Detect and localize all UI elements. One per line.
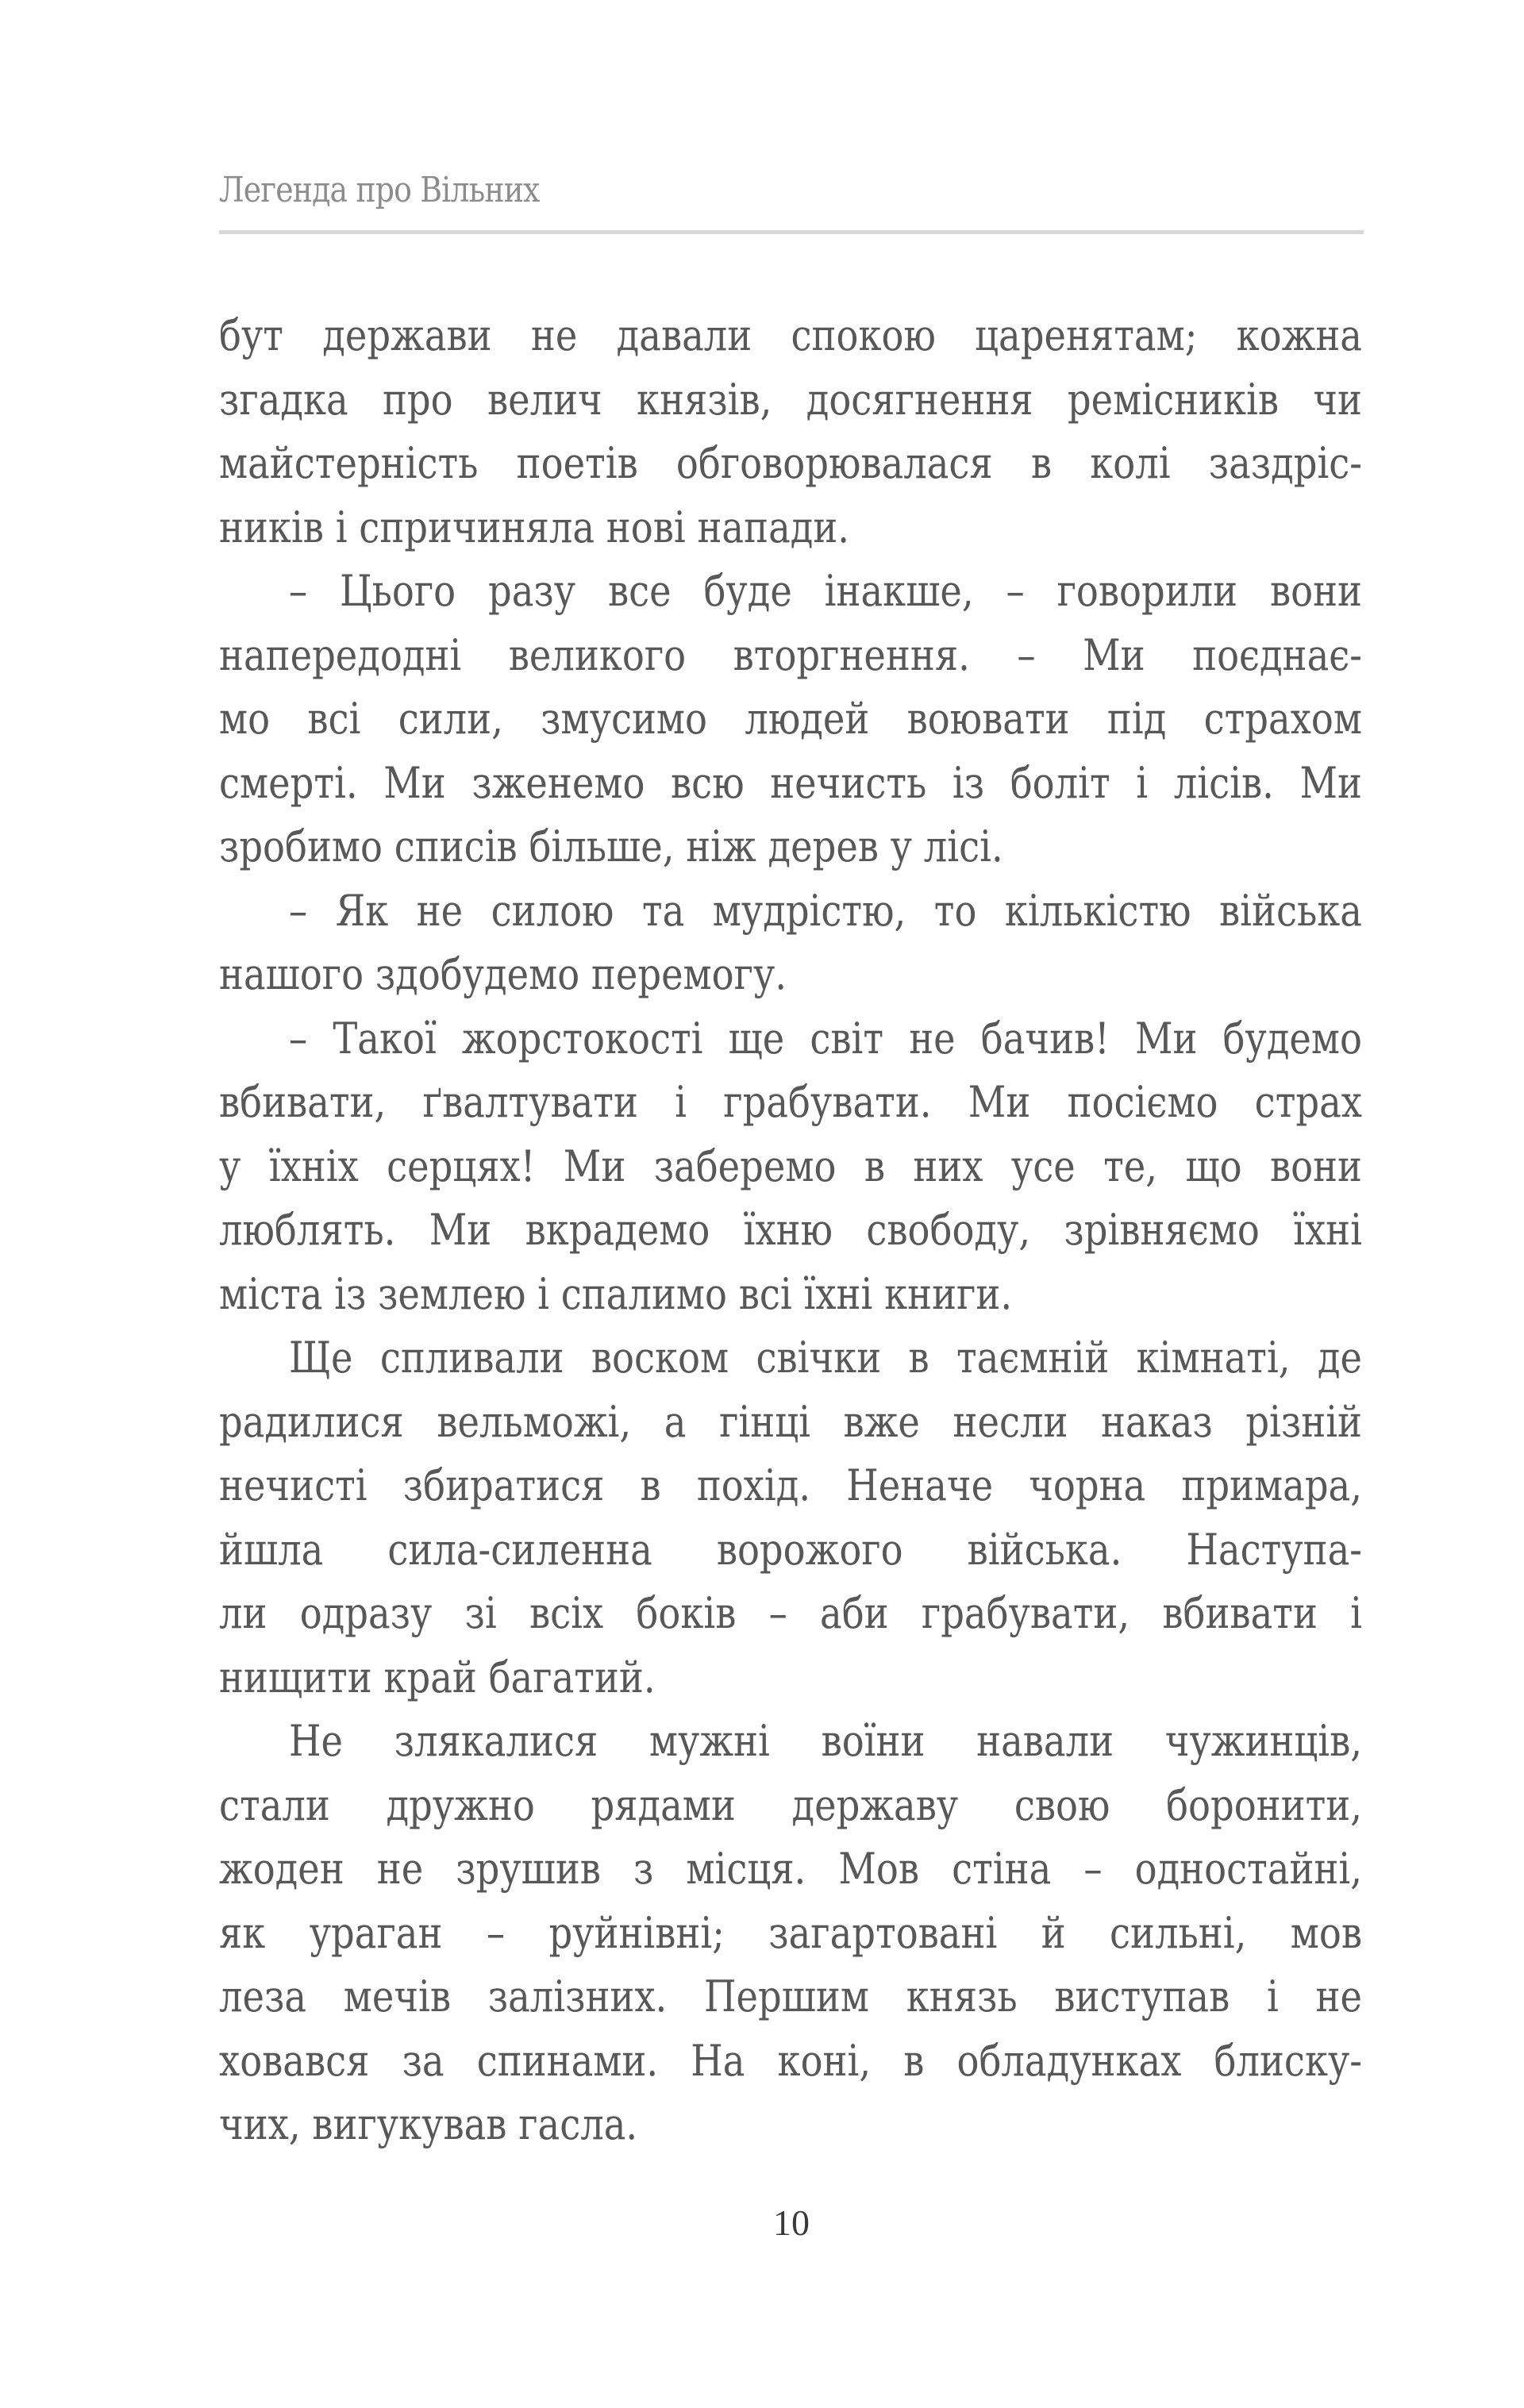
text-line (219, 815, 1362, 879)
paragraph (219, 1710, 1362, 2157)
text-line (219, 624, 1362, 688)
text-line-content: – Цього разу все буде інакше, – говорили вони (289, 566, 1363, 616)
text-line-content: міста із землею і спалимо всі їхні книги. (219, 1268, 1013, 1319)
text-line (219, 432, 1362, 496)
text-line (219, 1198, 1362, 1263)
text-line-content: стали дружно рядами державу свою боронити, (219, 1779, 1363, 1830)
text-line-content: нашого здобудемо перемогу. (219, 949, 787, 999)
text-line-content: згадка про велич князів, досягнення ремісників чи (219, 374, 1363, 425)
text-line (219, 304, 1362, 368)
paragraph (219, 304, 1362, 560)
page-number: 10 (773, 2202, 810, 2243)
text-line-content: вбивати, ґвалтувати і грабувати. Ми посіємо страх (219, 1077, 1362, 1127)
text-line-content: ховався за спинами. На коні, в обладунках блиску- (219, 2035, 1362, 2086)
text-line (219, 879, 1362, 944)
text-line-content: леза мечів залізних. Першим князь виступав і не (219, 1971, 1363, 2021)
text-line (219, 1582, 1362, 1646)
text-line (219, 1646, 1362, 1710)
text-line (219, 1454, 1362, 1518)
text-line (219, 943, 1362, 1007)
text-line-content: як ураган – руйнівні; загартовані й сильні, мов (219, 1907, 1363, 1958)
text-line-content: нечисті збиратися в похід. Неначе чорна примара, (219, 1460, 1363, 1510)
text-line-content: жоден не зрушив з місця. Мов стіна – одностайні, (219, 1844, 1363, 1894)
text-line (219, 1965, 1362, 2029)
text-line (219, 2029, 1362, 2094)
text-line-content: йшла сила-силенна ворожого війська. Наступа- (219, 1524, 1363, 1575)
paragraph (219, 879, 1362, 1007)
text-line-content: майстерність поетів обговорювалася в колі заздріс- (219, 438, 1363, 488)
text-line (219, 1135, 1362, 1199)
running-head-title: Легенда про Вільних (219, 170, 540, 210)
text-line-content: чих, вигукував гасла. (219, 2099, 638, 2149)
text-line (219, 1263, 1362, 1327)
text-line (219, 1071, 1362, 1135)
text-line-content: напередодні великого вторгнення. – Ми поєднає- (219, 629, 1363, 680)
text-line (219, 1391, 1362, 1455)
text-line (219, 1774, 1362, 1838)
text-line (219, 2093, 1362, 2157)
text-line-content: зробимо списів більше, ніж дерев у лісі. (219, 821, 1003, 871)
text-line-content: мо всі сили, змусимо людей воювати під страхом (219, 694, 1363, 744)
text-line (219, 368, 1362, 433)
text-line-content: ли одразу зі всіх боків – аби грабувати, вбивати і (219, 1588, 1363, 1638)
text-line (219, 752, 1362, 816)
text-line (219, 1326, 1362, 1391)
text-line-content: смерті. Ми зженемо всю нечисть із боліт і лісів. Ми (219, 757, 1362, 808)
text-line (219, 1837, 1362, 1902)
text-line-content: радилися вельможі, а гінці вже несли наказ різній (219, 1396, 1363, 1447)
text-line-content: – Такої жорстокості ще світ не бачив! Ми будемо (289, 1013, 1363, 1064)
paragraph (219, 560, 1362, 879)
text-line-content: у їхніх серцях! Ми заберемо в них усе те, що вони (219, 1141, 1363, 1191)
text-line (219, 496, 1362, 560)
paragraph (219, 1007, 1362, 1327)
paragraph (219, 1326, 1362, 1710)
text-line-content: люблять. Ми вкрадемо їхню свободу, зрівняємо їхні (219, 1205, 1362, 1255)
text-line-content: ників і спричиняла нові напади. (219, 502, 850, 552)
text-line-content: Не злякалися мужні воїни навали чужинців, (289, 1716, 1363, 1766)
text-line-content: Ще спливали воском свічки в таємній кімнаті, де (289, 1333, 1363, 1383)
text-line (219, 1007, 1362, 1071)
body-text (219, 304, 1362, 2157)
header-divider (219, 230, 1364, 234)
text-line (219, 1710, 1362, 1774)
text-line-content: бут держави не давали спокою царенятам; кожна (219, 310, 1363, 360)
text-line (219, 687, 1362, 752)
text-line-content: нищити край багатий. (219, 1652, 656, 1702)
text-line (219, 1518, 1362, 1583)
text-line (219, 1902, 1362, 1966)
text-line (219, 560, 1362, 624)
text-line-content: – Як не силою та мудрістю, то кількістю війська (289, 885, 1363, 936)
